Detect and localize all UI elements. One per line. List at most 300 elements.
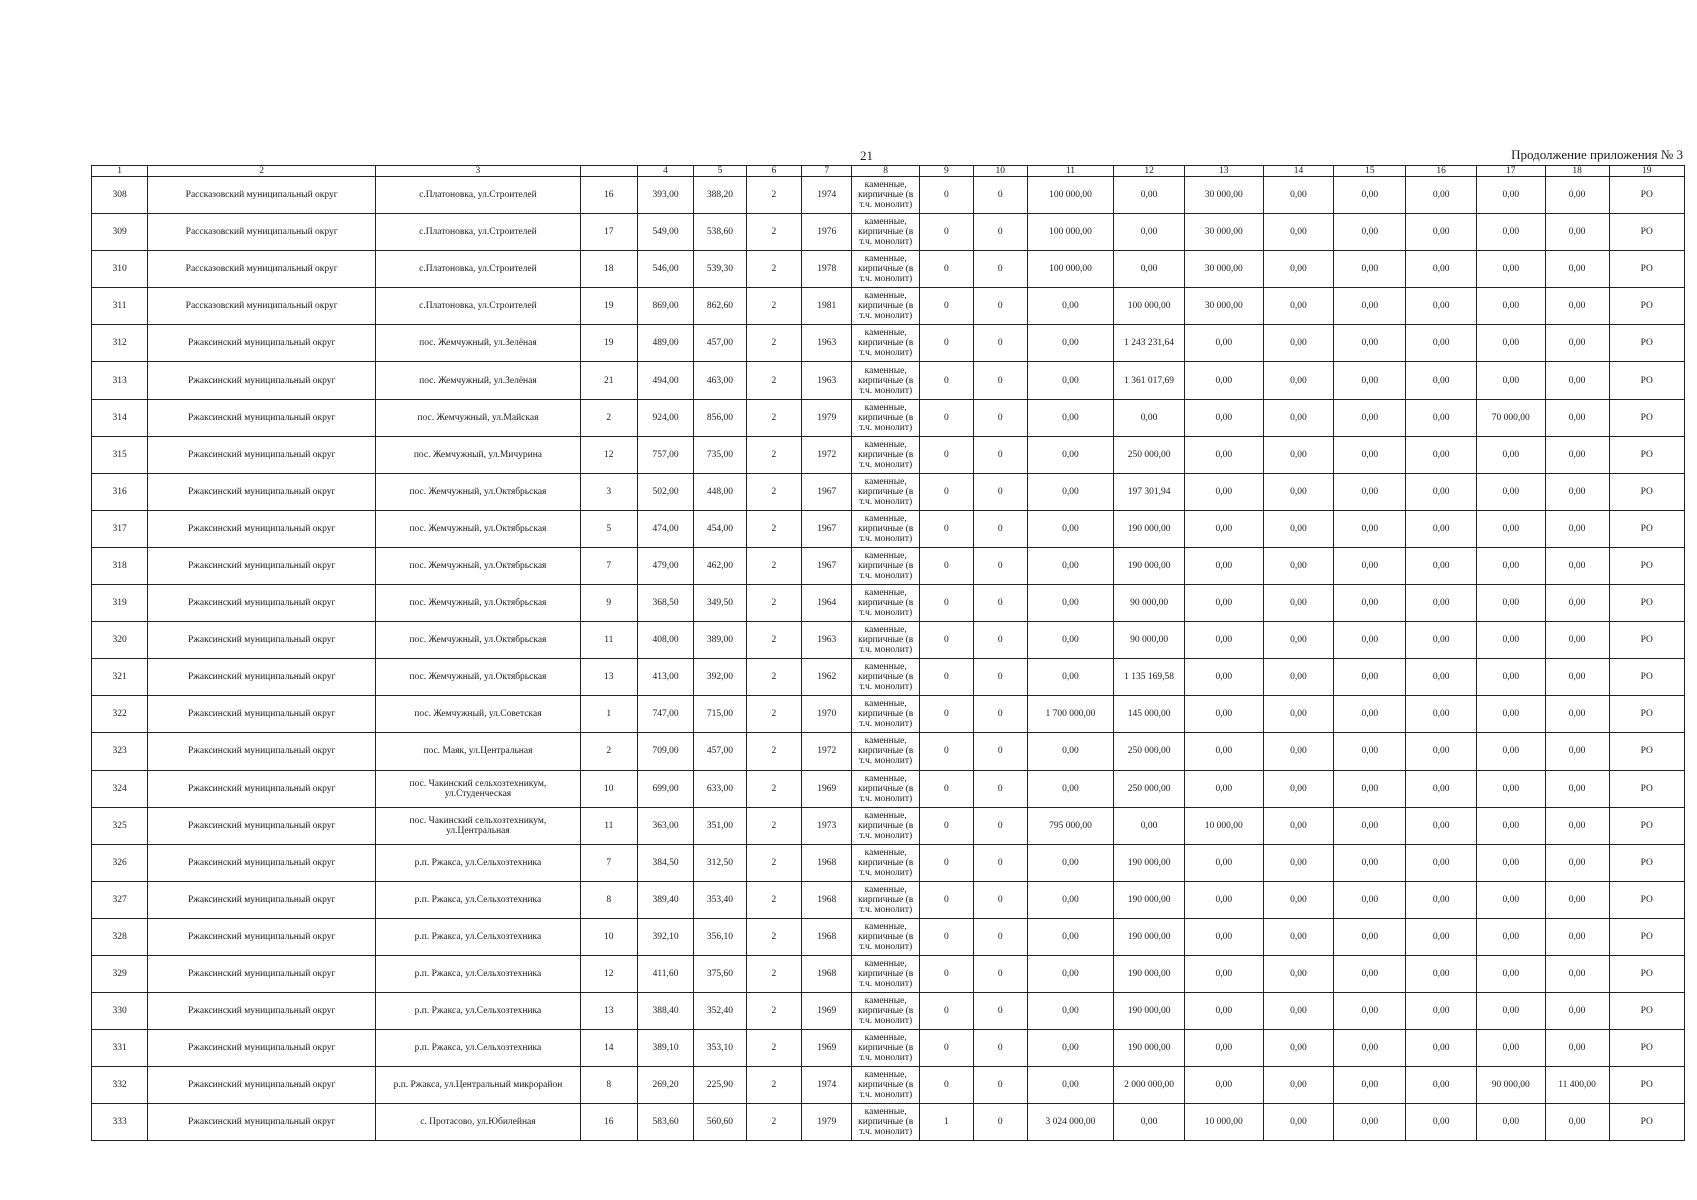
table-cell: 0,00: [1263, 473, 1334, 510]
table-cell: 735,00: [694, 436, 747, 473]
table-cell: 0,00: [1263, 362, 1334, 399]
table-cell: 0,00: [1334, 362, 1406, 399]
table-cell: 7: [580, 844, 637, 881]
table-cell: 190 000,00: [1114, 547, 1185, 584]
table-cell: 13: [580, 659, 637, 696]
table-cell: 0,00: [1545, 362, 1609, 399]
table-cell: 0: [973, 807, 1027, 844]
table-cell: 479,00: [637, 547, 693, 584]
table-cell: 0,00: [1114, 1104, 1185, 1141]
table-cell: 1974: [801, 1067, 852, 1104]
table-cell: 389,10: [637, 1030, 693, 1067]
table-cell: 311: [92, 288, 148, 325]
table-cell: 30 000,00: [1184, 288, 1263, 325]
table-cell: 0,00: [1334, 436, 1406, 473]
table-cell: РО: [1609, 585, 1684, 622]
table-cell: каменные, кирпичные (в т.ч. монолит): [852, 510, 919, 547]
table-cell: 0: [973, 993, 1027, 1030]
table-cell: 8: [580, 881, 637, 918]
table-cell: р.п. Ржакса, ул.Сельхозтехника: [376, 918, 580, 955]
table-cell: 0,00: [1545, 325, 1609, 362]
table-cell: 0,00: [1477, 696, 1546, 733]
table-row: [92, 659, 1685, 696]
table-cell: 457,00: [694, 325, 747, 362]
table-cell: 0,00: [1027, 473, 1114, 510]
table-cell: 393,00: [637, 177, 693, 214]
table-cell: 0,00: [1477, 807, 1546, 844]
table-row: [92, 955, 1685, 992]
table-cell: 2: [746, 993, 801, 1030]
table-cell: 0,00: [1027, 325, 1114, 362]
table-cell: 0: [919, 547, 973, 584]
table-cell: РО: [1609, 1030, 1684, 1067]
table-cell: 388,40: [637, 993, 693, 1030]
table-cell: 0,00: [1406, 547, 1477, 584]
table-cell: с. Протасово, ул.Юбилейная: [376, 1104, 580, 1141]
table-cell: 0,00: [1027, 993, 1114, 1030]
table-cell: 2: [746, 1067, 801, 1104]
table-cell: 2: [746, 399, 801, 436]
table-cell: 0,00: [1027, 770, 1114, 807]
table-cell: 0,00: [1477, 547, 1546, 584]
table-cell: 0,00: [1263, 510, 1334, 547]
table-cell: 353,10: [694, 1030, 747, 1067]
table-cell: 1973: [801, 807, 852, 844]
table-cell: каменные, кирпичные (в т.ч. монолит): [852, 1030, 919, 1067]
table-cell: 8: [580, 1067, 637, 1104]
table-cell: Ржаксинский муниципальный округ: [148, 585, 376, 622]
table-cell: 0,00: [1184, 770, 1263, 807]
table-row: [92, 510, 1685, 547]
table-cell: 0,00: [1477, 251, 1546, 288]
table-cell: 0,00: [1027, 659, 1114, 696]
column-header: 16: [1406, 166, 1477, 177]
table-cell: 1963: [801, 362, 852, 399]
table-cell: 0,00: [1545, 585, 1609, 622]
table-cell: 0,00: [1477, 510, 1546, 547]
table-cell: 312: [92, 325, 148, 362]
table-cell: 856,00: [694, 399, 747, 436]
table-cell: 319: [92, 585, 148, 622]
table-cell: каменные, кирпичные (в т.ч. монолит): [852, 473, 919, 510]
table-cell: Ржаксинский муниципальный округ: [148, 473, 376, 510]
table-cell: 145 000,00: [1114, 696, 1185, 733]
table-cell: Ржаксинский муниципальный округ: [148, 547, 376, 584]
table-cell: каменные, кирпичные (в т.ч. монолит): [852, 1067, 919, 1104]
table-cell: 0,00: [1263, 1030, 1334, 1067]
column-header: 10: [973, 166, 1027, 177]
table-cell: 0,00: [1263, 214, 1334, 251]
table-cell: 5: [580, 510, 637, 547]
table-cell: 0,00: [1263, 436, 1334, 473]
table-cell: 0,00: [1477, 1030, 1546, 1067]
table-cell: 0: [973, 288, 1027, 325]
table-cell: 0,00: [1184, 622, 1263, 659]
table-cell: 0,00: [1263, 993, 1334, 1030]
table-cell: 1: [919, 1104, 973, 1141]
table-cell: 0,00: [1406, 696, 1477, 733]
table-cell: 0,00: [1184, 547, 1263, 584]
table-body: [92, 177, 1685, 1141]
table-cell: 0,00: [1334, 881, 1406, 918]
table-cell: РО: [1609, 473, 1684, 510]
table-cell: 332: [92, 1067, 148, 1104]
table-cell: 0,00: [1027, 436, 1114, 473]
table-cell: 1964: [801, 585, 852, 622]
table-cell: 0,00: [1184, 436, 1263, 473]
table-cell: 0,00: [1334, 585, 1406, 622]
table-cell: 0: [919, 770, 973, 807]
table-cell: 1972: [801, 436, 852, 473]
table-cell: РО: [1609, 844, 1684, 881]
table-cell: каменные, кирпичные (в т.ч. монолит): [852, 881, 919, 918]
table-cell: 0,00: [1027, 585, 1114, 622]
table-cell: 0: [973, 918, 1027, 955]
table-cell: 100 000,00: [1027, 214, 1114, 251]
table-cell: 0,00: [1263, 251, 1334, 288]
table-cell: 322: [92, 696, 148, 733]
table-cell: 0,00: [1334, 547, 1406, 584]
table-cell: 0: [973, 733, 1027, 770]
table-row: [92, 177, 1685, 214]
table-cell: 0: [973, 1030, 1027, 1067]
table-cell: 0,00: [1477, 362, 1546, 399]
table-cell: 190 000,00: [1114, 1030, 1185, 1067]
table-cell: 699,00: [637, 770, 693, 807]
table-cell: каменные, кирпичные (в т.ч. монолит): [852, 214, 919, 251]
table-cell: 462,00: [694, 547, 747, 584]
table-cell: 375,60: [694, 955, 747, 992]
table-cell: Ржаксинский муниципальный округ: [148, 399, 376, 436]
table-cell: 0,00: [1334, 696, 1406, 733]
table-cell: 0: [919, 733, 973, 770]
table-cell: 315: [92, 436, 148, 473]
table-cell: Ржаксинский муниципальный округ: [148, 436, 376, 473]
table-cell: пос. Жемчужный, ул.Зелёная: [376, 325, 580, 362]
table-cell: 0,00: [1263, 1104, 1334, 1141]
table-cell: 2: [580, 399, 637, 436]
table-cell: 0,00: [1334, 844, 1406, 881]
table-row: [92, 770, 1685, 807]
table-cell: 90 000,00: [1114, 622, 1185, 659]
table-cell: 560,60: [694, 1104, 747, 1141]
table-cell: 100 000,00: [1027, 251, 1114, 288]
table-cell: 0,00: [1184, 659, 1263, 696]
table-cell: 0: [919, 325, 973, 362]
table-cell: каменные, кирпичные (в т.ч. монолит): [852, 770, 919, 807]
table-cell: 0,00: [1263, 1067, 1334, 1104]
table-cell: 100 000,00: [1114, 288, 1185, 325]
table-cell: 389,40: [637, 881, 693, 918]
table-cell: 0,00: [1334, 955, 1406, 992]
table-cell: 0,00: [1263, 770, 1334, 807]
table-cell: 2: [746, 510, 801, 547]
table-cell: р.п. Ржакса, ул.Сельхозтехника: [376, 881, 580, 918]
table-cell: 2: [746, 918, 801, 955]
table-cell: 0,00: [1477, 770, 1546, 807]
table-cell: 190 000,00: [1114, 918, 1185, 955]
table-cell: РО: [1609, 1104, 1684, 1141]
table-cell: с.Платоновка, ул.Строителей: [376, 251, 580, 288]
table-cell: 1968: [801, 918, 852, 955]
table-row: [92, 993, 1685, 1030]
table-cell: 351,00: [694, 807, 747, 844]
table-cell: 1968: [801, 844, 852, 881]
table-cell: 100 000,00: [1027, 177, 1114, 214]
table-cell: 2: [746, 325, 801, 362]
table-cell: 2: [746, 770, 801, 807]
table-cell: 0: [973, 177, 1027, 214]
table-cell: 330: [92, 993, 148, 1030]
table-cell: 474,00: [637, 510, 693, 547]
table-cell: 19: [580, 288, 637, 325]
table-cell: РО: [1609, 399, 1684, 436]
table-cell: 2: [746, 659, 801, 696]
table-cell: 0,00: [1334, 1030, 1406, 1067]
table-cell: Ржаксинский муниципальный округ: [148, 325, 376, 362]
table-cell: 0,00: [1027, 955, 1114, 992]
table-cell: каменные, кирпичные (в т.ч. монолит): [852, 955, 919, 992]
column-header: 4: [637, 166, 693, 177]
column-header: [580, 166, 637, 177]
table-cell: 1969: [801, 993, 852, 1030]
table-cell: 0: [973, 325, 1027, 362]
table-cell: 0,00: [1545, 473, 1609, 510]
table-cell: каменные, кирпичные (в т.ч. монолит): [852, 177, 919, 214]
table-cell: пос. Жемчужный, ул.Октябрьская: [376, 585, 580, 622]
table-cell: каменные, кирпичные (в т.ч. монолит): [852, 918, 919, 955]
table-cell: 0,00: [1477, 993, 1546, 1030]
table-cell: 392,10: [637, 918, 693, 955]
table-row: [92, 918, 1685, 955]
column-header: 11: [1027, 166, 1114, 177]
table-cell: 0,00: [1406, 1104, 1477, 1141]
table-cell: 1972: [801, 733, 852, 770]
table-cell: РО: [1609, 1067, 1684, 1104]
table-cell: 0: [919, 696, 973, 733]
table-cell: 0: [973, 881, 1027, 918]
table-cell: РО: [1609, 622, 1684, 659]
table-cell: 0,00: [1406, 362, 1477, 399]
table-cell: РО: [1609, 733, 1684, 770]
table-cell: РО: [1609, 807, 1684, 844]
table-cell: 197 301,94: [1114, 473, 1185, 510]
table-cell: 0,00: [1545, 622, 1609, 659]
table-cell: 0: [973, 473, 1027, 510]
table-cell: 316: [92, 473, 148, 510]
table-cell: 0: [919, 510, 973, 547]
table-cell: 0,00: [1184, 844, 1263, 881]
table-cell: 0,00: [1027, 399, 1114, 436]
table-cell: каменные, кирпичные (в т.ч. монолит): [852, 733, 919, 770]
table-cell: 0,00: [1334, 993, 1406, 1030]
table-cell: каменные, кирпичные (в т.ч. монолит): [852, 325, 919, 362]
table-cell: 0,00: [1184, 696, 1263, 733]
table-cell: 0,00: [1263, 177, 1334, 214]
table-cell: 16: [580, 1104, 637, 1141]
table-row: [92, 251, 1685, 288]
table-cell: 7: [580, 547, 637, 584]
table-cell: 1 243 231,64: [1114, 325, 1185, 362]
table-cell: 16: [580, 177, 637, 214]
table-cell: с.Платоновка, ул.Строителей: [376, 288, 580, 325]
table-cell: 10 000,00: [1184, 1104, 1263, 1141]
table-cell: 0,00: [1545, 955, 1609, 992]
table-cell: 0,00: [1477, 288, 1546, 325]
table-cell: 225,90: [694, 1067, 747, 1104]
table-cell: 0,00: [1545, 659, 1609, 696]
table-cell: 349,50: [694, 585, 747, 622]
table-cell: каменные, кирпичные (в т.ч. монолит): [852, 399, 919, 436]
table-cell: 0,00: [1027, 510, 1114, 547]
table-cell: 0,00: [1263, 288, 1334, 325]
table-row: [92, 399, 1685, 436]
table-cell: 448,00: [694, 473, 747, 510]
table-cell: 0,00: [1545, 547, 1609, 584]
column-header: 2: [148, 166, 376, 177]
table-cell: 0,00: [1184, 955, 1263, 992]
table-cell: 1968: [801, 881, 852, 918]
table-cell: 0,00: [1027, 547, 1114, 584]
table-cell: 0: [919, 918, 973, 955]
table-cell: 0: [919, 214, 973, 251]
table-cell: пос. Жемчужный, ул.Октябрьская: [376, 659, 580, 696]
table-cell: 0,00: [1545, 807, 1609, 844]
table-cell: 312,50: [694, 844, 747, 881]
table-cell: 0: [973, 770, 1027, 807]
table-cell: 317: [92, 510, 148, 547]
table-cell: 408,00: [637, 622, 693, 659]
table-cell: 2: [746, 844, 801, 881]
table-cell: 0: [919, 436, 973, 473]
table-cell: 90 000,00: [1477, 1067, 1546, 1104]
table-cell: 314: [92, 399, 148, 436]
table-cell: 0: [973, 214, 1027, 251]
table-cell: Ржаксинский муниципальный округ: [148, 844, 376, 881]
table-cell: 0: [973, 251, 1027, 288]
table-cell: 1963: [801, 622, 852, 659]
table-cell: каменные, кирпичные (в т.ч. монолит): [852, 585, 919, 622]
table-cell: 0,00: [1545, 844, 1609, 881]
table-cell: 0: [919, 1067, 973, 1104]
table-cell: 0,00: [1545, 510, 1609, 547]
table-cell: 2: [746, 362, 801, 399]
table-cell: РО: [1609, 510, 1684, 547]
table-cell: Ржаксинский муниципальный округ: [148, 918, 376, 955]
table-cell: 90 000,00: [1114, 585, 1185, 622]
table-cell: 0,00: [1406, 510, 1477, 547]
table-row: [92, 622, 1685, 659]
table-cell: 0,00: [1184, 585, 1263, 622]
table-cell: РО: [1609, 696, 1684, 733]
table-cell: 326: [92, 844, 148, 881]
table-cell: 324: [92, 770, 148, 807]
table-cell: 17: [580, 214, 637, 251]
table-cell: 0: [919, 177, 973, 214]
table-cell: 0,00: [1114, 214, 1185, 251]
table-cell: 0,00: [1406, 288, 1477, 325]
table-row: [92, 1104, 1685, 1141]
table-cell: каменные, кирпичные (в т.ч. монолит): [852, 288, 919, 325]
table-cell: каменные, кирпичные (в т.ч. монолит): [852, 993, 919, 1030]
column-header: 17: [1477, 166, 1546, 177]
table-cell: 250 000,00: [1114, 733, 1185, 770]
table-cell: 356,10: [694, 918, 747, 955]
table-cell: 0,00: [1406, 622, 1477, 659]
table-cell: 2: [746, 251, 801, 288]
table-cell: 0: [973, 659, 1027, 696]
table-cell: 0,00: [1406, 993, 1477, 1030]
table-cell: 0,00: [1114, 399, 1185, 436]
table-cell: 0,00: [1545, 696, 1609, 733]
table-cell: 0,00: [1406, 1067, 1477, 1104]
table-cell: 413,00: [637, 659, 693, 696]
table-cell: 2: [746, 622, 801, 659]
table-cell: 0,00: [1184, 993, 1263, 1030]
table-cell: 0,00: [1545, 288, 1609, 325]
table-cell: 0,00: [1184, 1030, 1263, 1067]
table-cell: 1967: [801, 547, 852, 584]
table-cell: 0,00: [1263, 325, 1334, 362]
table-cell: 2: [746, 436, 801, 473]
table-cell: 0,00: [1027, 733, 1114, 770]
table-cell: 323: [92, 733, 148, 770]
table-cell: 0,00: [1184, 1067, 1263, 1104]
table-cell: 0: [973, 955, 1027, 992]
table-cell: 2: [746, 1030, 801, 1067]
table-row: [92, 214, 1685, 251]
table-row: [92, 362, 1685, 399]
table-cell: 1 361 017,69: [1114, 362, 1185, 399]
table-cell: 1979: [801, 399, 852, 436]
table-cell: 0,00: [1477, 177, 1546, 214]
table-cell: 0,00: [1477, 585, 1546, 622]
table-cell: Ржаксинский муниципальный округ: [148, 362, 376, 399]
table-cell: 1962: [801, 659, 852, 696]
table-cell: 2: [580, 733, 637, 770]
table-row: [92, 844, 1685, 881]
table-cell: 321: [92, 659, 148, 696]
table-cell: пос. Чакинский сельхозтехникум, ул.Студенческая: [376, 770, 580, 807]
table-row: [92, 325, 1685, 362]
table-cell: 2: [746, 696, 801, 733]
table-cell: 1 700 000,00: [1027, 696, 1114, 733]
column-header: 6: [746, 166, 801, 177]
table-cell: 14: [580, 1030, 637, 1067]
table-cell: 1967: [801, 510, 852, 547]
table-cell: пос. Жемчужный, ул.Зелёная: [376, 362, 580, 399]
table-cell: 0: [919, 288, 973, 325]
table-cell: 0,00: [1184, 510, 1263, 547]
table-cell: 0,00: [1477, 659, 1546, 696]
table-cell: Ржаксинский муниципальный округ: [148, 733, 376, 770]
table-cell: 502,00: [637, 473, 693, 510]
table-cell: Рассказовский муниципальный округ: [148, 288, 376, 325]
table-cell: 0,00: [1263, 622, 1334, 659]
table-cell: 862,60: [694, 288, 747, 325]
table-cell: 0,00: [1334, 325, 1406, 362]
table-cell: 11 400,00: [1545, 1067, 1609, 1104]
table-cell: 0,00: [1406, 251, 1477, 288]
table-cell: РО: [1609, 955, 1684, 992]
table-cell: 313: [92, 362, 148, 399]
table-cell: 0,00: [1406, 918, 1477, 955]
table-cell: 0,00: [1334, 659, 1406, 696]
table-cell: Ржаксинский муниципальный округ: [148, 1104, 376, 1141]
table-cell: р.п. Ржакса, ул.Центральный микрорайон: [376, 1067, 580, 1104]
table-cell: 0,00: [1263, 733, 1334, 770]
table-cell: 0,00: [1263, 955, 1334, 992]
